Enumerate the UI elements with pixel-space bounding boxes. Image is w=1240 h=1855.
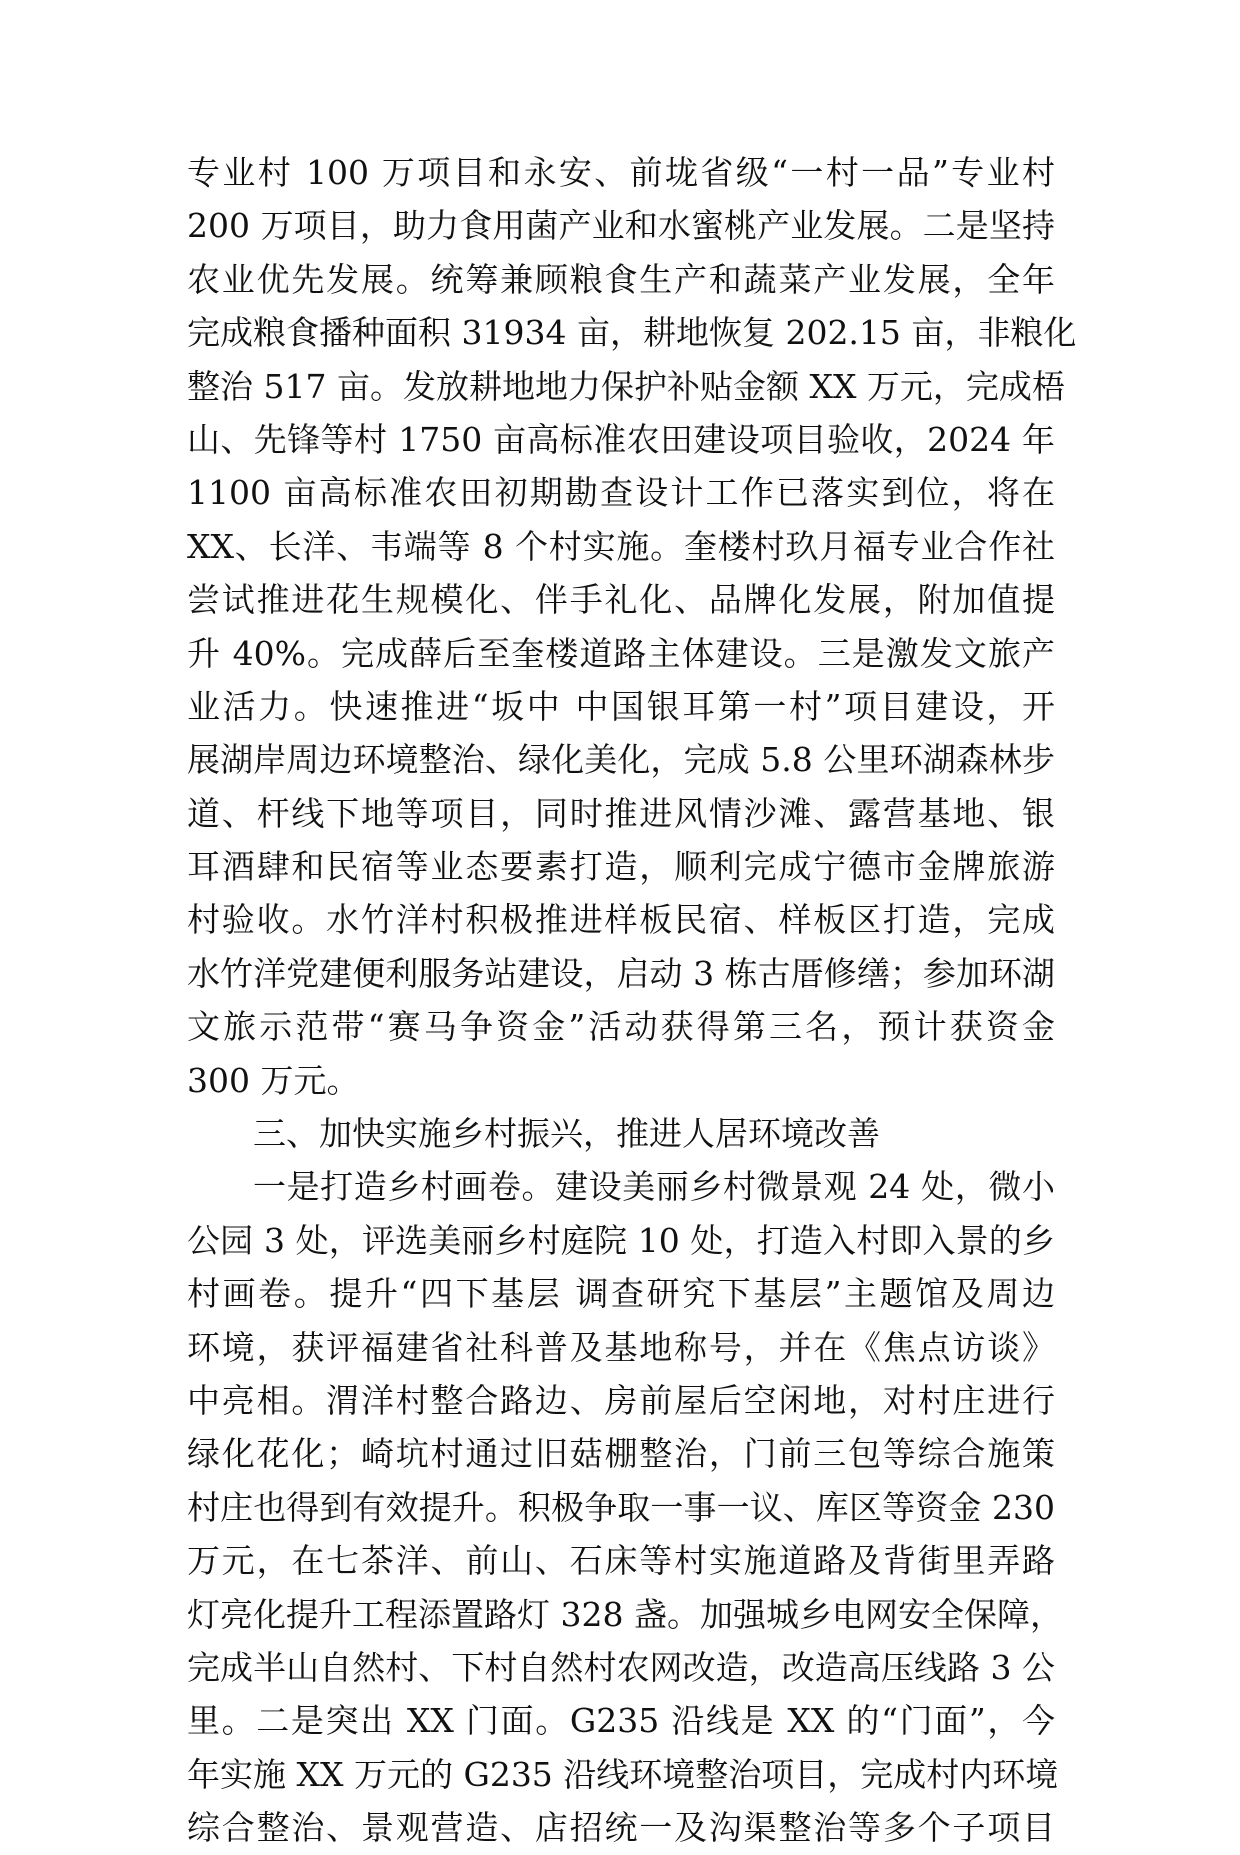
section-heading: 三、加快实施乡村振兴，推进人居环境改善 [253,1114,880,1154]
text-line: 村庄也得到有效提升。积极争取一事一议、库区等资金 230 [187,1487,1055,1527]
text-line: 农业优先发展。统筹兼顾粮食生产和蔬菜产业发展，全年 [187,259,1055,299]
text-line: 绿化花化；崎坑村通过旧菇棚整治，门前三包等综合施策 [187,1434,1055,1474]
text-line: 整治 517 亩。发放耕地地力保护补贴金额 XX 万元，完成梧 [187,366,1065,406]
text-line: 200 万项目，助力食用菌产业和水蜜桃产业发展。二是坚持 [187,206,1055,246]
text-line: 展湖岸周边环境整治、绿化美化，完成 5.8 公里环湖森林步 [187,740,1055,780]
text-line: 中亮相。渭洋村整合路边、房前屋后空闲地，对村庄进行 [187,1380,1055,1420]
text-line: 专业村 100 万项目和永安、前垅省级“一村一品”专业村 [187,153,1055,192]
text-line: 综合整治、景观营造、店招统一及沟渠整治等多个子项目 [187,1808,1055,1848]
text-line: 1100 亩高标准农田初期勘查设计工作已落实到位，将在 [187,473,1055,513]
text-line: 万元，在七茶洋、前山、石床等村实施道路及背街里弄路 [187,1541,1055,1581]
text-line: 升 40%。完成薛后至奎楼道路主体建设。三是激发文旅产 [187,633,1055,673]
text-line: 山、先锋等村 1750 亩高标准农田建设项目验收，2024 年 [187,419,1055,459]
text-line: 文旅示范带“赛马争资金”活动获得第三名，预计获资金 [187,1007,1055,1047]
text-line: 里。二是突出 XX 门面。G235 沿线是 XX 的“门面”，今 [187,1701,1055,1741]
text-line: 300 万元。 [187,1060,360,1100]
text-line: 耳酒肆和民宿等业态要素打造，顺利完成宁德市金牌旅游 [187,847,1055,887]
text-line: 道、杆线下地等项目，同时推进风情沙滩、露营基地、银 [187,793,1055,833]
text-line: XX、长洋、韦端等 8 个村实施。奎楼村玖月福专业合作社 [187,526,1055,566]
body-text [187,146,1077,1855]
text-line: 完成粮食播种面积 31934 亩，耕地恢复 202.15 亩，非粮化 [187,313,1077,353]
text-line: 村画卷。提升“四下基层 调查研究下基层”主题馆及周边 [187,1274,1055,1314]
text-line: 水竹洋党建便利服务站建设，启动 3 栋古厝修缮；参加环湖 [187,953,1055,993]
text-line: 环境，获评福建省社科普及基地称号，并在《焦点访谈》 [187,1327,1055,1367]
text-line: 公园 3 处，评选美丽乡村庭院 10 处，打造入村即入景的乡 [187,1220,1055,1260]
text-line: 完成半山自然村、下村自然村农网改造，改造高压线路 3 公 [187,1647,1055,1687]
text-line: 业活力。快速推进“坂中 中国银耳第一村”项目建设，开 [187,686,1055,726]
text-line: 灯亮化提升工程添置路灯 328 盏。加强城乡电网安全保障， [187,1594,1063,1634]
text-line: 一是打造乡村画卷。建设美丽乡村微景观 24 处，微小 [253,1167,1055,1207]
text-line: 年实施 XX 万元的 G235 沿线环境整治项目，完成村内环境 [187,1754,1059,1794]
text-line: 尝试推进花生规模化、伴手礼化、品牌化发展，附加值提 [187,580,1055,620]
text-line: 村验收。水竹洋村积极推进样板民宿、样板区打造，完成 [187,900,1055,940]
